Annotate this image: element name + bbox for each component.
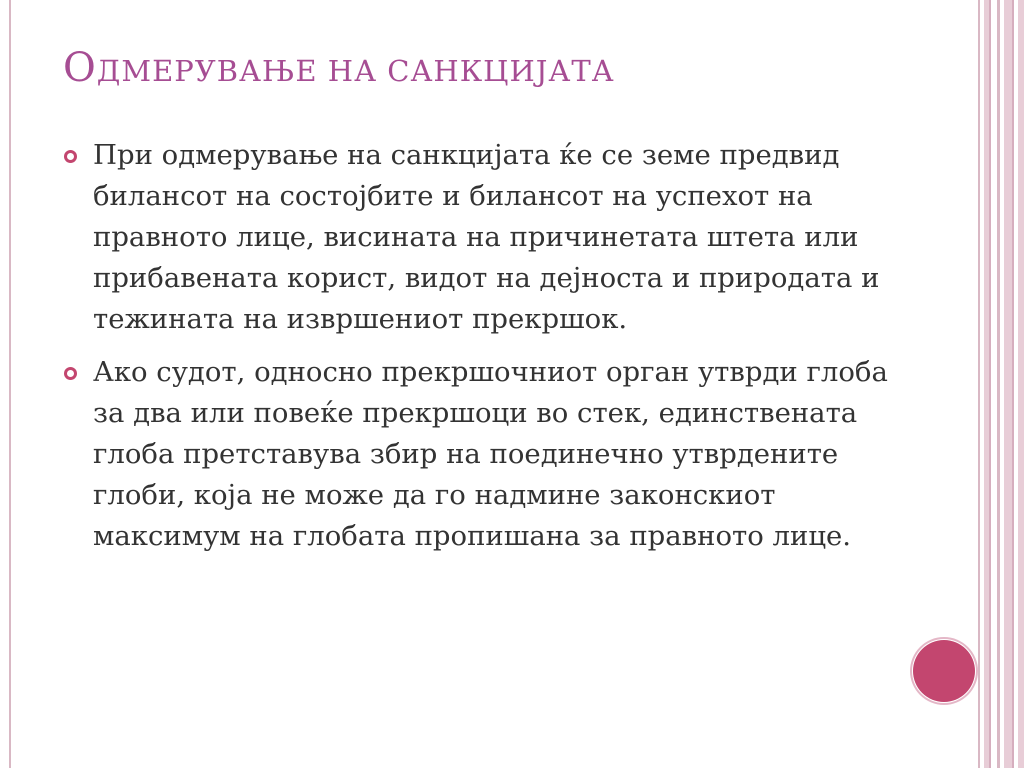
slide-title-initial: О	[63, 45, 97, 91]
right-stripe	[989, 0, 991, 768]
bullet-item	[63, 135, 893, 340]
ring-bullet-icon	[64, 150, 77, 163]
right-stripe	[997, 0, 1000, 768]
ring-bullet-icon	[64, 367, 77, 380]
bullet-text: При одмерување на санкцијата ќе се земе предвид билансот на состојбите и билансот на успехот на правното лице, висината на причинетата штета или прибавената корист, видот на дејноста и природата и тежината на извршениот прекршок.	[93, 139, 880, 335]
right-stripe	[978, 0, 980, 768]
right-stripe	[1012, 0, 1014, 768]
right-stripe	[1018, 0, 1024, 768]
left-border-line	[9, 0, 11, 768]
bullet-list	[63, 135, 893, 569]
slide-title	[63, 40, 963, 99]
right-stripe	[1004, 0, 1012, 768]
bullet-text: Ако судот, односно прекршочниот орган утврди глоба за два или повеќе прекршоци во стек, единствената глоба претставува збир на поединечно утврдените глоби, која не може да го надмине законскиот максимум на глобата пропишана за правното лице.	[93, 356, 888, 552]
slide-title-rest: ДМЕРУВАЊЕ НА САНКЦИЈАТА	[96, 54, 615, 88]
bullet-item	[63, 352, 893, 557]
decorative-circle	[913, 640, 975, 702]
